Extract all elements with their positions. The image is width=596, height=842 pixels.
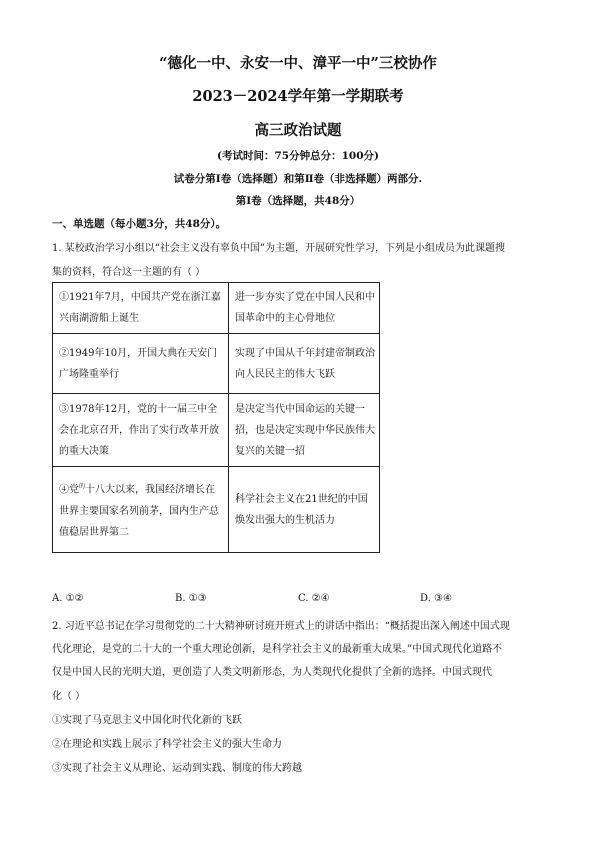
choice-b[interactable]: B. ①③ — [175, 593, 207, 604]
section-heading: 一、单选题（每小题3分，共48分）。 — [52, 218, 227, 230]
question-1-table — [52, 282, 380, 553]
part-one-heading: 第Ⅰ卷（选择题，共48分） — [235, 195, 361, 207]
table-cell-event — [53, 467, 229, 553]
table-cell-significance: 实现了中国从千年封建帝制政治向人民民主的伟大飞跃 — [229, 334, 380, 394]
question-2-statement-2: ②在理论和实践上展示了科学社会主义的强大生命力 — [52, 739, 282, 750]
table-cell-event: ①1921年7月，中国共产党在浙江嘉兴南湖游船上诞生 — [53, 283, 229, 334]
table-row — [53, 394, 380, 467]
question-2-statement-1: ①实现了马克思主义中国化时代化新的飞跃 — [52, 715, 242, 726]
table-row — [53, 283, 380, 334]
question-1-stem-line1: 1. 某校政治学习小组以“社会主义没有辜负中国”为主题，开展研究性学习，下列是小组成员为此课题搜 — [52, 243, 505, 254]
table-cell-significance: 科学社会主义在21世纪的中国焕发出强大的生机活力 — [229, 467, 380, 553]
table-cell-significance: 进一步夯实了党在中国人民和中国革命中的主心骨地位 — [229, 283, 380, 334]
choice-a[interactable]: A. ①② — [52, 593, 84, 604]
table-row — [53, 334, 380, 394]
table-cell-event: ③1978年12月，党的十一届三中全会在北京召开，作出了实行改革开放的重大决策 — [53, 394, 229, 467]
question-2-stem-line2: 代化理论，是党的二十大的一个重大理论创新，是科学社会主义的最新重大成果。”中国式现代化道路不 — [52, 644, 503, 655]
question-2-stem-line1: 2. 习近平总书记在学习贯彻党的二十大精神研讨班开班式上的讲话中指出：“概括提出深入阐述中国式现 — [52, 621, 510, 632]
exam-title-year: 2023－2024学年第一学期联考 — [192, 88, 404, 105]
event-text-suffix: 十八大以来，我国经济增长在世界主要国家名列前茅，国内生产总值稳居世界第二 — [59, 484, 219, 538]
question-2-stem-line3: 仅是中国人民的光明大道，更创造了人类文明新形态，为人类现代化提供了全新的选择。中国式现代 — [52, 667, 492, 678]
table-cell-significance: 是决定当代中国命运的关键一招，也是决定实现中华民族伟大复兴的关键一招 — [229, 394, 380, 467]
exam-parts: 试卷分第Ⅰ卷（选择题）和第Ⅱ卷（非选择题）两部分. — [173, 173, 423, 185]
event-text-superscript: 的 — [79, 483, 86, 491]
table-cell-event: ②1949年10月，开国大典在天安门广场隆重举行 — [53, 334, 229, 394]
question-2-statement-3: ③实现了社会主义从理论、运动到实践、制度的伟大跨越 — [52, 763, 302, 774]
choice-c[interactable]: C. ②④ — [298, 593, 330, 604]
question-1-stem-line2: 集的资料，符合这一主题的有（ ） — [52, 267, 206, 278]
exam-title-subject: 高三政治试题 — [254, 122, 342, 139]
question-2-stem-line4: 化（ ） — [52, 691, 86, 702]
choice-d[interactable]: D. ③④ — [420, 593, 452, 604]
exam-info: (考试时间：75分钟总分：100分) — [217, 150, 379, 162]
event-text-prefix: ④党 — [59, 484, 79, 496]
table-row — [53, 467, 380, 553]
exam-title-schools: “德化一中、永安一中、漳平一中”三校协作 — [159, 55, 437, 72]
